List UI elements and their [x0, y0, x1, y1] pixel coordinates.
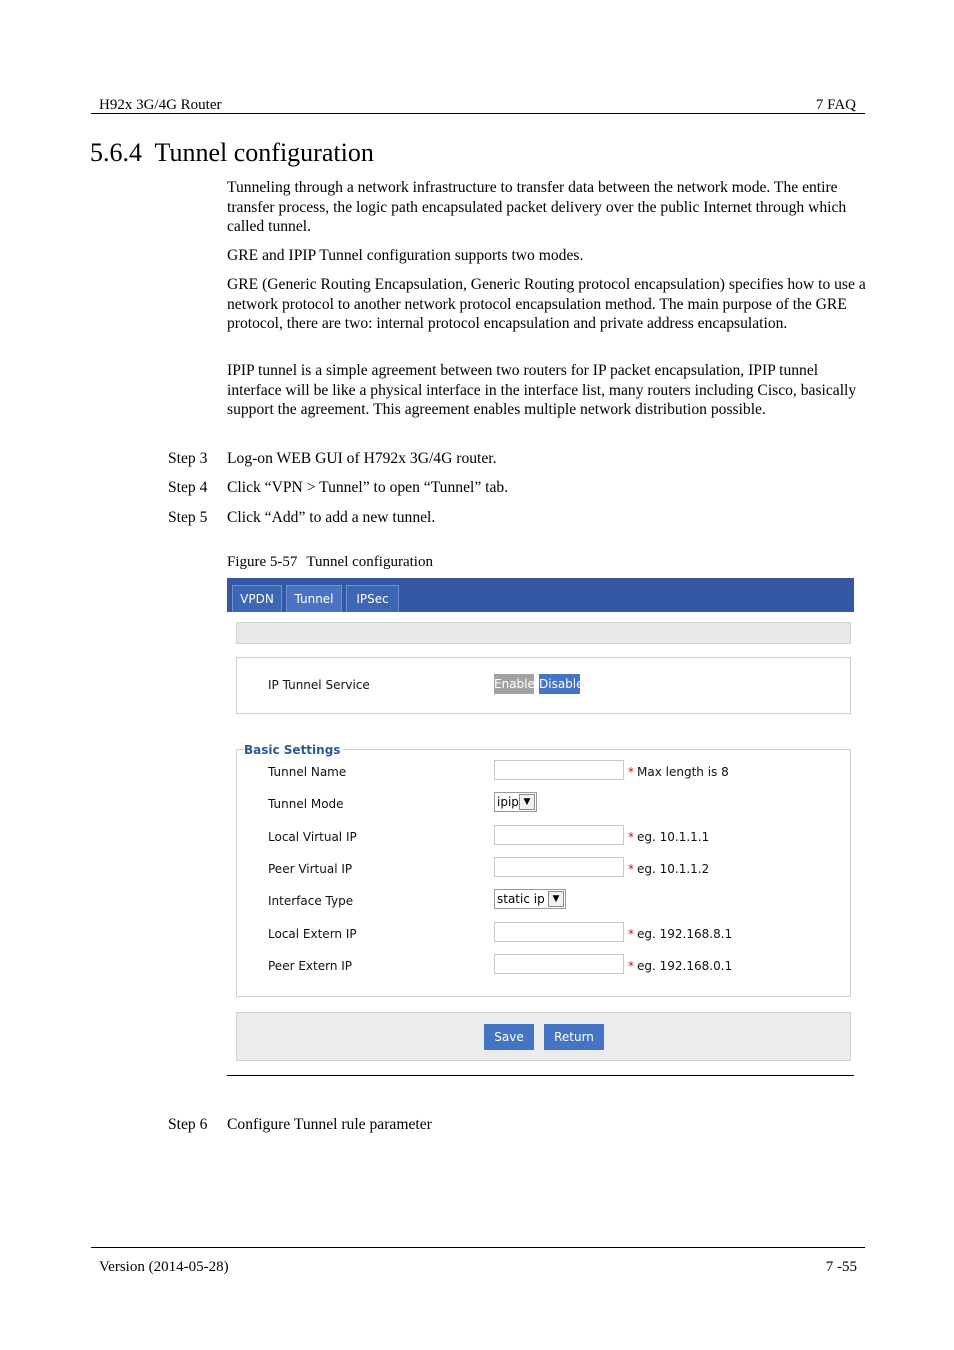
- save-button[interactable]: Save: [484, 1024, 534, 1050]
- header-doc-title: H92x 3G/4G Router: [99, 97, 222, 113]
- step-text: Log-on WEB GUI of H792x 3G/4G router.: [227, 450, 497, 467]
- hint-text: eg. 192.168.0.1: [637, 959, 733, 973]
- step-4: [168, 478, 508, 498]
- figure-divider: [227, 1075, 854, 1076]
- step-text: Click “VPN > Tunnel” to open “Tunnel” tab.: [227, 479, 509, 496]
- tunnel-name-label: Tunnel Name: [268, 765, 347, 779]
- section-heading: Tunnel configuration: [154, 138, 374, 167]
- footer-page-number: 7 -55: [825, 1259, 857, 1275]
- step-5: [168, 508, 435, 528]
- step-label: Step 5: [168, 509, 208, 526]
- hint-text: eg. 10.1.1.1: [637, 830, 710, 844]
- step-3: [168, 449, 497, 469]
- asterisk-icon: *: [628, 830, 634, 844]
- paragraph-gre: GRE (Generic Routing Encapsulation, Generic Routing protocol encapsulation) specifies how to use a network protocol to another network protocol encapsulation method. The main purpose of the GRE protocol, there are two: internal protocol encapsulation and private address encapsulation.: [227, 276, 866, 332]
- interface-type-label: Interface Type: [268, 894, 354, 908]
- basic-settings-legend: Basic Settings: [244, 743, 343, 757]
- local-extern-ip-hint: [628, 927, 732, 941]
- interface-type-select[interactable]: [494, 889, 566, 909]
- paragraph-tunneling: Tunneling through a network infrastructure to transfer data between the network mode. The entire transfer process, the logic path encapsulated packet delivery over the public Internet through which called tunnel.: [227, 179, 847, 235]
- paragraph-modes: GRE and IPIP Tunnel configuration supports two modes.: [227, 247, 584, 264]
- local-virtual-ip-input[interactable]: [494, 825, 624, 845]
- tab-vpdn[interactable]: VPDN: [232, 585, 282, 612]
- asterisk-icon: *: [628, 927, 634, 941]
- local-virtual-ip-label: Local Virtual IP: [268, 830, 357, 844]
- tab-tunnel[interactable]: Tunnel: [286, 585, 342, 612]
- toolbar-strip: [236, 622, 851, 644]
- tunnel-name-hint: [628, 765, 729, 779]
- asterisk-icon: *: [628, 862, 634, 876]
- page-header: [99, 96, 856, 114]
- hint-text: eg. 192.168.8.1: [637, 927, 733, 941]
- disable-button[interactable]: Disable: [539, 674, 580, 694]
- enable-button[interactable]: Enable: [494, 674, 534, 694]
- chevron-down-icon[interactable]: ▼: [548, 891, 564, 907]
- section-title: [90, 137, 374, 169]
- footer-version: Version (2014-05-28): [99, 1259, 229, 1275]
- peer-virtual-ip-input[interactable]: [494, 857, 624, 877]
- footer-divider: [91, 1247, 865, 1248]
- header-chapter: 7 FAQ: [815, 97, 856, 113]
- peer-extern-ip-hint: [628, 959, 732, 973]
- figure-caption: [227, 553, 433, 572]
- hint-text: Max length is 8: [637, 765, 729, 779]
- tunnel-mode-value: ipip: [497, 795, 519, 809]
- tunnel-config-screenshot: [227, 578, 854, 1073]
- step-label: Step 3: [168, 450, 208, 467]
- nav-bar: [227, 578, 854, 612]
- local-extern-ip-input[interactable]: [494, 922, 624, 942]
- interface-type-value: static ip: [497, 892, 545, 906]
- section-number: 5.6.4: [90, 138, 142, 167]
- peer-extern-ip-label: Peer Extern IP: [268, 959, 353, 973]
- return-button[interactable]: Return: [544, 1024, 604, 1050]
- peer-extern-ip-input[interactable]: [494, 954, 624, 974]
- header-divider: [91, 113, 865, 114]
- peer-virtual-ip-label: Peer Virtual IP: [268, 862, 353, 876]
- local-virtual-ip-hint: [628, 830, 709, 844]
- asterisk-icon: *: [628, 959, 634, 973]
- step-text: Click “Add” to add a new tunnel.: [227, 509, 436, 526]
- peer-virtual-ip-hint: [628, 862, 709, 876]
- paragraph-ipip: IPIP tunnel is a simple agreement between two routers for IP packet encapsulation, IPIP tunnel interface will be like a physical interface in the interface list, many routers including Cisco, basically support the agreement. This agreement enables multiple network distribution possible.: [227, 362, 857, 418]
- figure-number: Figure 5-57: [227, 554, 298, 570]
- hint-text: eg. 10.1.1.2: [637, 862, 710, 876]
- tunnel-mode-label: Tunnel Mode: [268, 797, 344, 811]
- chevron-down-icon[interactable]: ▼: [519, 794, 535, 810]
- step-6: [168, 1115, 432, 1135]
- ip-tunnel-service-label: IP Tunnel Service: [268, 678, 370, 692]
- local-extern-ip-label: Local Extern IP: [268, 927, 357, 941]
- asterisk-icon: *: [628, 765, 634, 779]
- figure-caption-text: Tunnel configuration: [306, 554, 433, 570]
- step-text: Configure Tunnel rule parameter: [227, 1116, 432, 1133]
- step-label: Step 4: [168, 479, 208, 496]
- page-footer: [99, 1258, 857, 1276]
- tunnel-mode-select[interactable]: [494, 792, 537, 812]
- step-label: Step 6: [168, 1116, 208, 1133]
- tab-ipsec[interactable]: IPSec: [346, 585, 399, 612]
- tunnel-name-input[interactable]: [494, 760, 624, 780]
